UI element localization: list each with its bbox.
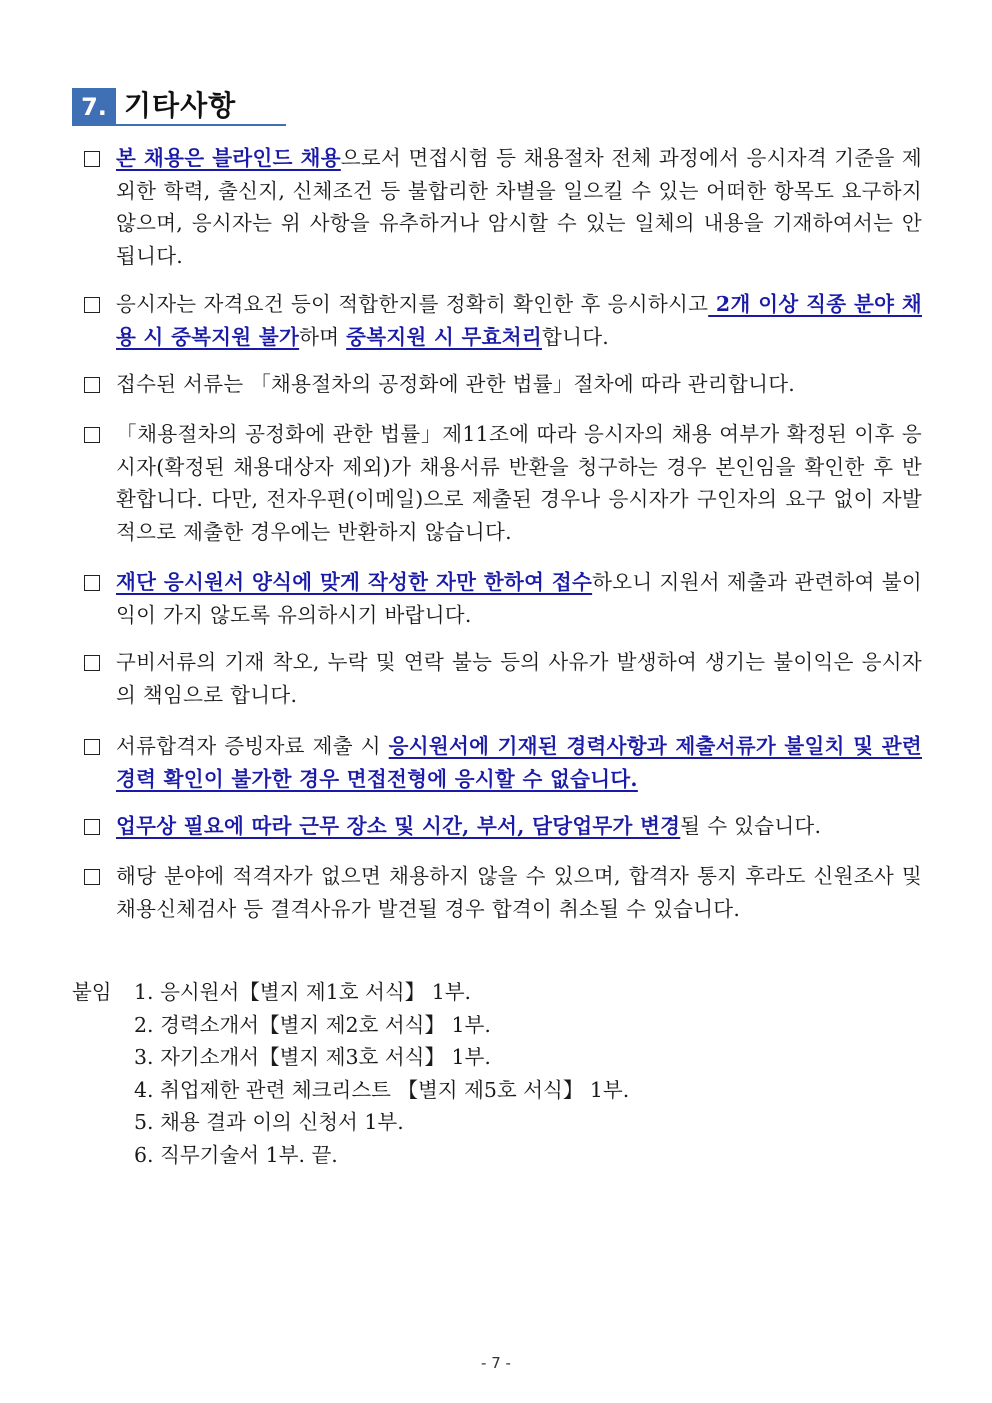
highlighted-text: 중복지원 시 무효처리 <box>346 324 542 349</box>
highlighted-text: 업무상 필요에 따라 근무 장소 및 시간, 부서, 담당업무가 변경 <box>116 814 681 838</box>
plain-text: 될 수 있습니다. <box>680 814 822 838</box>
plain-text: 접수된 서류는 「채용절차의 공정화에 관한 법률」절차에 따라 관리합니다. <box>116 372 796 396</box>
notice-item <box>84 860 922 925</box>
checkbox-icon <box>84 575 100 591</box>
plain-text: 해당 분야에 적격자가 없으면 채용하지 않을 수 있으며, 합격자 통지 후라도 신원조사 및 채용신체검사 등 결격사유가 발견될 경우 합격이 취소될 수 있습니다. <box>116 864 922 921</box>
notice-item <box>84 566 922 631</box>
attachment-item: 5. 채용 결과 이의 신청서 1부. <box>134 1110 404 1135</box>
heading-underline <box>116 124 286 126</box>
plain-text: 하며 <box>299 324 347 349</box>
plain-text: 하오니 지원서 제출과 관련하여 불이익이 가지 않도록 유의하시기 바랍니다. <box>116 570 922 627</box>
checkbox-icon <box>84 377 100 393</box>
section-number: 7. <box>72 88 116 126</box>
attachment-item: 4. 취업제한 관련 체크리스트 【별지 제5호 서식】 1부. <box>134 1077 630 1102</box>
attachment-item: 6. 직무기술서 1부. 끝. <box>134 1142 338 1167</box>
attachment-item: 1. 응시원서【별지 제1호 서식】 1부. <box>134 980 472 1004</box>
notice-text <box>116 566 922 631</box>
notice-item <box>84 288 922 353</box>
notice-item <box>84 646 922 711</box>
checkbox-icon <box>84 739 100 755</box>
page-number: - 7 - <box>481 1354 511 1372</box>
notice-text <box>116 860 922 925</box>
attachment-item: 3. 자기소개서【별지 제3호 서식】 1부. <box>134 1045 491 1070</box>
checkbox-icon <box>84 869 100 885</box>
section-title: 기타사항 <box>124 89 237 122</box>
notice-item <box>84 730 922 795</box>
plain-text: 응시자는 자격요건 등이 적합한지를 정확히 확인한 후 응시하시고 <box>116 292 709 316</box>
plain-text: 서류합격자 증빙자료 제출 시 <box>116 734 389 758</box>
checkbox-icon <box>84 819 100 835</box>
notice-text <box>116 368 922 401</box>
highlighted-text: 본 채용은 블라인드 채용 <box>116 146 341 170</box>
plain-text: 으로서 면접시험 등 채용절차 전체 과정에서 응시자격 기준을 제외한 학력, 출신지, 신체조건 등 불합리한 차별을 일으킬 수 있는 어떠한 항목도 요구하지 않으며, 응시자는 위 사항을 유추하거나 암시할 수 있는 일체의 내용을 기재하여서는 안 됩니다. <box>116 146 922 268</box>
notice-item <box>84 142 922 272</box>
plain-text: 합니다. <box>541 324 610 349</box>
notice-text <box>116 810 922 843</box>
attachment-item: 2. 경력소개서【별지 제2호 서식】 1부. <box>134 1012 491 1037</box>
section-heading <box>72 86 286 128</box>
plain-text: 구비서류의 기재 착오, 누락 및 연락 불능 등의 사유가 발생하여 생기는 불이익은 응시자의 책임으로 합니다. <box>116 650 922 707</box>
highlighted-text: 2개 이상 직종 분야 채용 시 중복지원 불가 <box>116 292 922 349</box>
plain-text: 「채용절차의 공정화에 관한 법률」제11조에 따라 응시자의 채용 여부가 확정된 이후 응시자(확정된 채용대상자 제외)가 채용서류 반환을 청구하는 경우 본인임을 확인한 후 반환합니다. 다만, 전자우편(이메일)으로 제출된 경우나 응시자가 구인자의 요구 없이 자발적으로 제출한 경우에는 반환하지 않습니다. <box>116 422 922 544</box>
notice-text <box>116 646 922 711</box>
checkbox-icon <box>84 427 100 443</box>
notice-item <box>84 418 922 548</box>
notice-text <box>116 730 922 795</box>
checkbox-icon <box>84 151 100 167</box>
notice-text <box>116 142 922 272</box>
notice-text <box>116 418 922 548</box>
highlighted-text: 재단 응시원서 양식에 맞게 작성한 자만 한하여 접수 <box>116 570 593 594</box>
notice-text <box>116 288 922 353</box>
notice-item <box>84 368 922 401</box>
notice-item <box>84 810 922 843</box>
attachments-label: 붙임 <box>72 980 112 1004</box>
highlighted-text: 응시원서에 기재된 경력사항과 제출서류가 불일치 및 관련경력 확인이 불가한 경우 면접전형에 응시할 수 없습니다. <box>116 734 922 791</box>
checkbox-icon <box>84 297 100 313</box>
checkbox-icon <box>84 655 100 671</box>
attachments-list <box>134 976 629 1172</box>
